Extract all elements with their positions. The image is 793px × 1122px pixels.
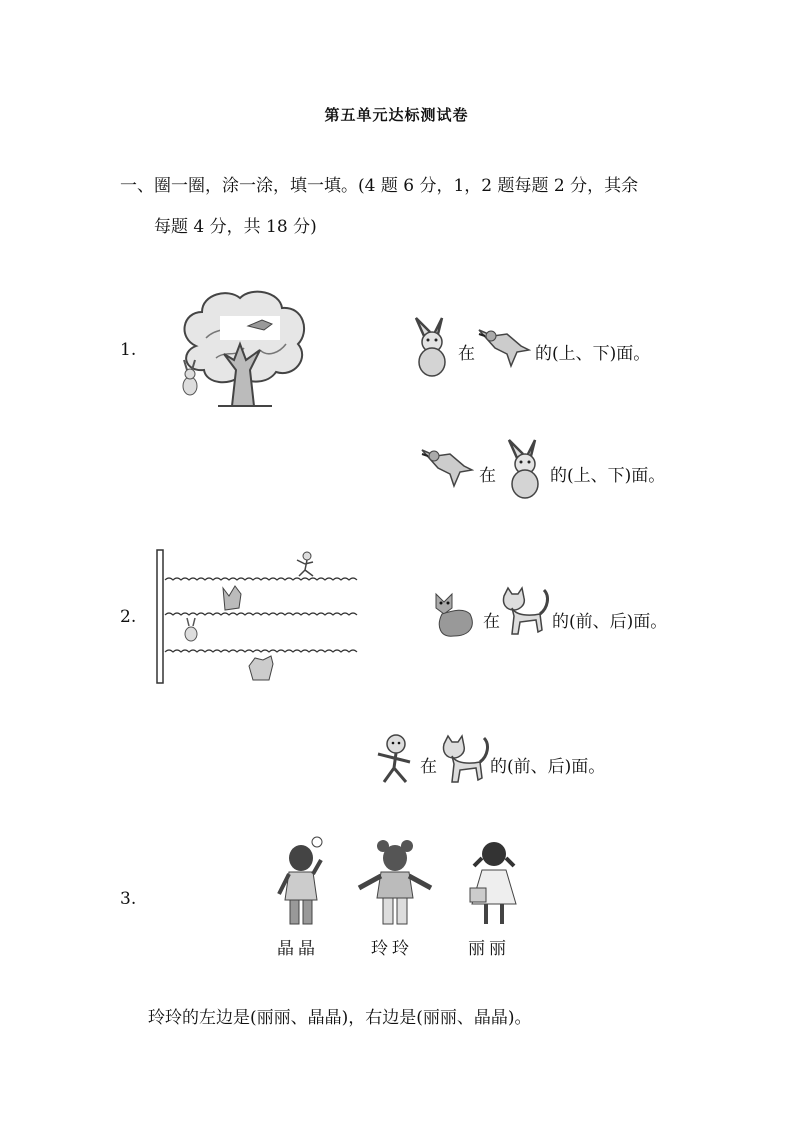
section-heading-line1: 一、圈一圈，涂一涂，填一填。(4 题 6 分，1，2 题每题 2 分，其余 xyxy=(120,176,639,196)
page-title: 第五单元达标测试卷 xyxy=(324,106,469,124)
rabbit-icon xyxy=(503,438,549,500)
q2-s2-ending: 的(前、后)面。 xyxy=(490,757,606,777)
cat-icon xyxy=(500,586,552,638)
race-lanes-illustration xyxy=(155,546,361,686)
q2-s2-connector: 在 xyxy=(420,757,437,777)
q1-s2-ending: 的(上、下)面。 xyxy=(550,466,666,486)
question-1-number: 1. xyxy=(120,340,137,360)
section-heading-line2: 每题 4 分，共 18 分) xyxy=(154,217,317,237)
q1-s2-connector: 在 xyxy=(479,466,496,486)
name-jingjing: 晶晶 xyxy=(277,939,319,959)
cat-icon xyxy=(440,734,492,786)
tree-scene-illustration xyxy=(176,288,311,410)
question-2-number: 2. xyxy=(120,607,137,627)
q2-s1-connector: 在 xyxy=(483,612,500,632)
fox-icon xyxy=(430,586,480,640)
girl-lili-illustration xyxy=(466,836,522,930)
monkey-icon xyxy=(372,732,418,786)
bird-icon xyxy=(420,440,474,492)
rabbit-icon xyxy=(410,316,456,378)
name-lili: 丽丽 xyxy=(468,939,510,959)
bird-icon xyxy=(477,320,531,372)
girl-jingjing-illustration xyxy=(275,834,327,930)
girl-lingling-illustration xyxy=(355,836,435,930)
name-lingling: 玲玲 xyxy=(371,939,413,959)
q1-s1-connector: 在 xyxy=(458,344,475,364)
q3-sentence: 玲玲的左边是(丽丽、晶晶)，右边是(丽丽、晶晶)。 xyxy=(148,1008,532,1028)
q2-s1-ending: 的(前、后)面。 xyxy=(552,612,668,632)
question-3-number: 3. xyxy=(120,889,137,909)
q1-s1-ending: 的(上、下)面。 xyxy=(535,344,651,364)
